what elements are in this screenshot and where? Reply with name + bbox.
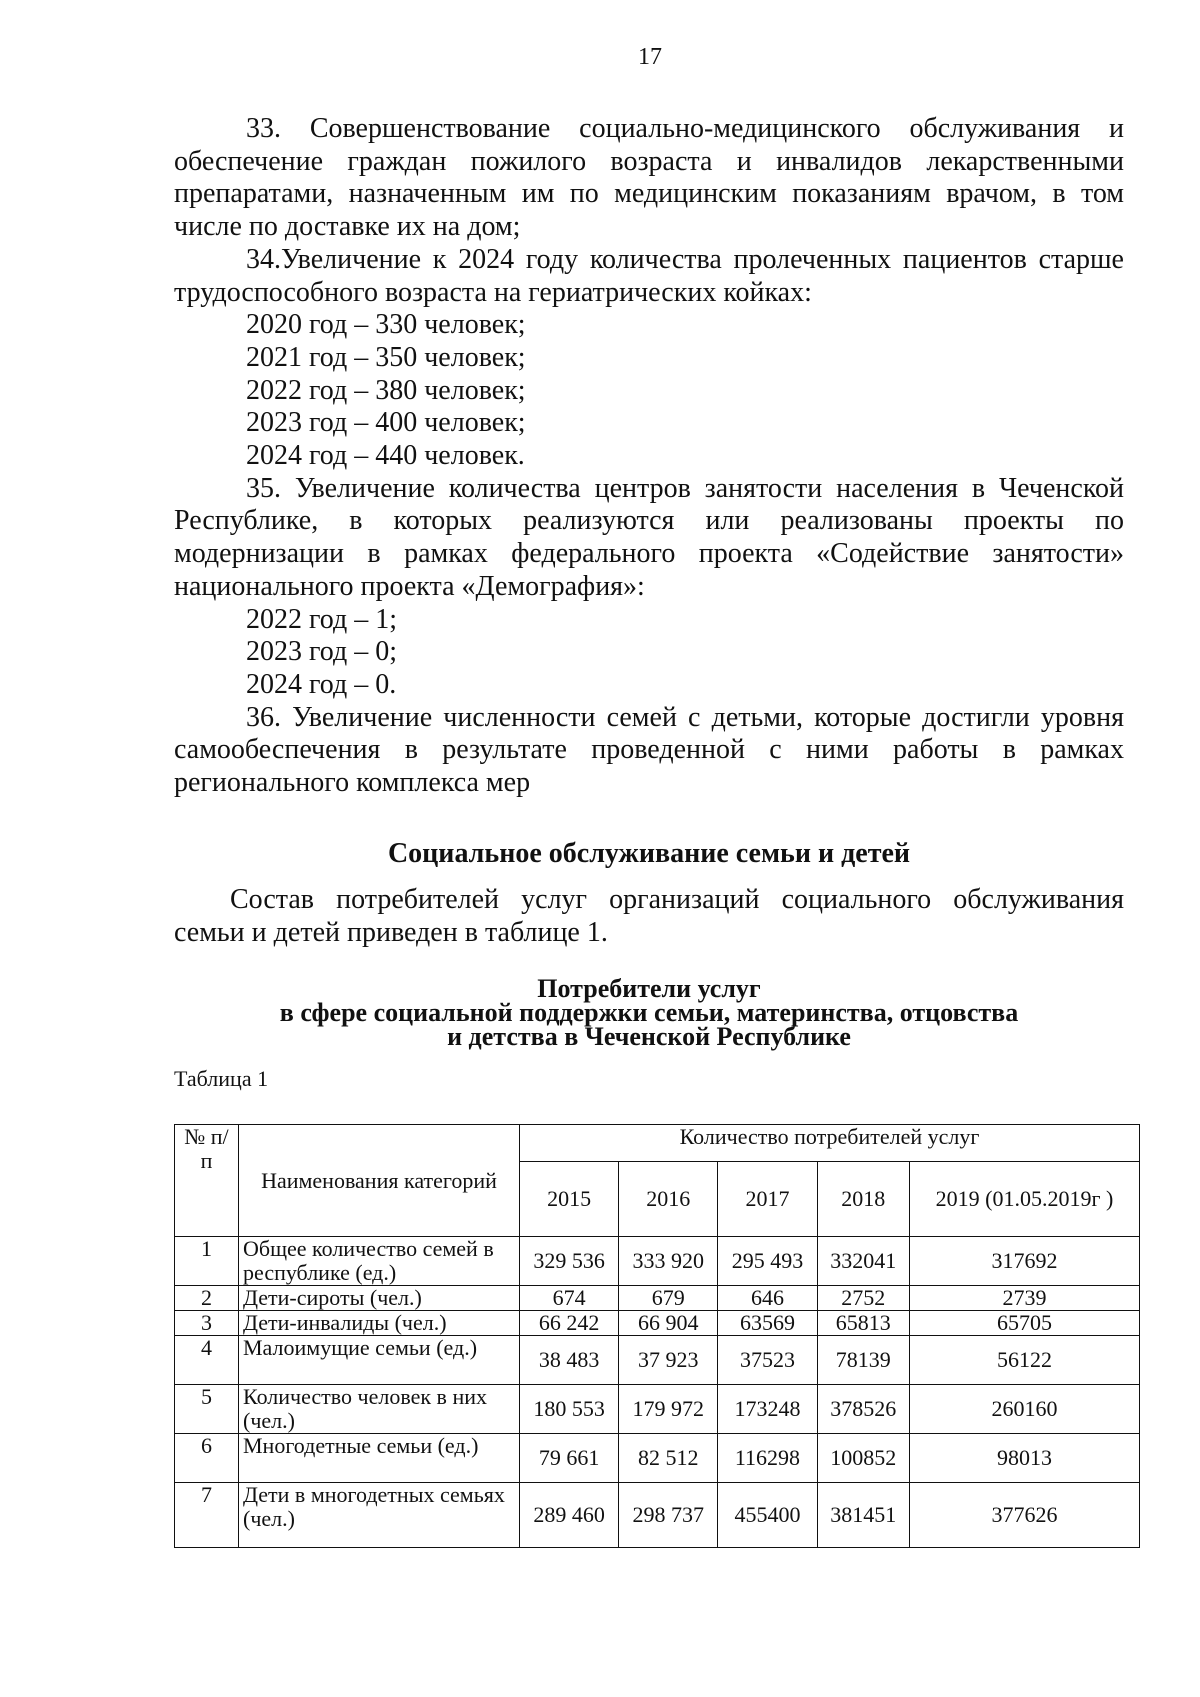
- row-value: 289 460: [520, 1483, 619, 1548]
- row-name: Количество человек в них (чел.): [239, 1385, 520, 1434]
- row-num: 1: [175, 1237, 239, 1286]
- header-num: № п/п: [175, 1125, 239, 1237]
- list-item: 2024 год – 440 человек.: [246, 440, 525, 472]
- row-value: 37523: [718, 1336, 817, 1385]
- header-year: 2015: [520, 1162, 619, 1237]
- row-num: 4: [175, 1336, 239, 1385]
- page-number: 17: [638, 44, 662, 70]
- row-value: 82 512: [619, 1434, 718, 1483]
- row-value: 378526: [817, 1385, 909, 1434]
- list-item: 2021 год – 350 человек;: [246, 341, 526, 373]
- row-value: 295 493: [718, 1237, 817, 1286]
- row-value: 78139: [817, 1336, 909, 1385]
- row-value: 674: [520, 1286, 619, 1311]
- row-name: Дети-инвалиды (чел.): [239, 1311, 520, 1336]
- row-value: 455400: [718, 1483, 817, 1548]
- table-row: [175, 1336, 1140, 1385]
- table-title: [174, 974, 1124, 1051]
- table-row: [175, 1286, 1140, 1311]
- header-year: 2019 (01.05.2019г ): [909, 1162, 1139, 1237]
- row-value: 65813: [817, 1311, 909, 1336]
- header-group: Количество потребителей услуг: [520, 1125, 1140, 1162]
- table-row: [175, 1311, 1140, 1336]
- row-value: 116298: [718, 1434, 817, 1483]
- list-item: 2022 год – 380 человек;: [246, 374, 526, 406]
- row-value: 180 553: [520, 1385, 619, 1434]
- row-name: Дети в многодетных семьях (чел.): [239, 1483, 520, 1548]
- row-value: 2752: [817, 1286, 909, 1311]
- row-num: 3: [175, 1311, 239, 1336]
- row-value: 332041: [817, 1237, 909, 1286]
- row-value: 173248: [718, 1385, 817, 1434]
- table-title-line: в сфере социальной поддержки семьи, материнства, отцовства: [279, 998, 1019, 1027]
- row-value: 56122: [909, 1336, 1139, 1385]
- row-value: 66 904: [619, 1311, 718, 1336]
- row-value: 377626: [909, 1483, 1139, 1548]
- header-year: 2016: [619, 1162, 718, 1237]
- table-label: Таблица 1: [174, 1066, 269, 1091]
- row-value: 381451: [817, 1483, 909, 1548]
- row-value: 66 242: [520, 1311, 619, 1336]
- intro-text: Состав потребителей услуг организаций социального обслуживания семьи и детей приведен в таблице 1.: [174, 884, 1124, 948]
- row-value: 679: [619, 1286, 718, 1311]
- table-row: [175, 1237, 1140, 1286]
- row-value: 317692: [909, 1237, 1139, 1286]
- paragraph-36: 36. Увеличение численности семей с детьми, которые достигли уровня самообеспечения в результате проведенной с ними работы в рамках регионального комплекса мер: [174, 701, 1124, 799]
- table-row: [175, 1385, 1140, 1434]
- section-heading: Социальное обслуживание семьи и детей: [387, 838, 911, 869]
- table-row: [175, 1483, 1140, 1548]
- header-year: 2018: [817, 1162, 909, 1237]
- row-value: 333 920: [619, 1237, 718, 1286]
- row-value: 179 972: [619, 1385, 718, 1434]
- row-num: 2: [175, 1286, 239, 1311]
- list-item: 2023 год – 0;: [246, 636, 398, 668]
- paragraph-35: 35. Увеличение количества центров занятости населения в Чеченской Республике, в которых реализуются или реализованы проекты по модернизации в рамках федерального проекта «Содействие занятости» национального проекта «Демография»:: [174, 472, 1124, 602]
- row-value: 38 483: [520, 1336, 619, 1385]
- intro: [174, 884, 1124, 949]
- table-row: [175, 1434, 1140, 1483]
- row-name: Малоимущие семьи (ед.): [239, 1336, 520, 1385]
- paragraph-34: 34.Увеличение к 2024 году количества пролеченных пациентов старше трудоспособного возраста на гериатрических койках:: [174, 243, 1124, 308]
- row-value: 63569: [718, 1311, 817, 1336]
- row-value: 100852: [817, 1434, 909, 1483]
- list-item: 2022 год – 1;: [246, 603, 398, 635]
- list-item: 2024 год – 0.: [246, 668, 397, 700]
- paragraph-33: 33. Совершенствование социально-медицинского обслуживания и обеспечение граждан пожилого возраста и инвалидов лекарственными препаратами, назначенным им по медицинским показаниям врачом, в том числе по доставке их на дом;: [174, 113, 1124, 243]
- row-name: Дети-сироты (чел.): [239, 1286, 520, 1311]
- row-value: 646: [718, 1286, 817, 1311]
- row-value: 329 536: [520, 1237, 619, 1286]
- list-item: 2023 год – 400 человек;: [246, 407, 526, 439]
- header-name: Наименования категорий: [239, 1125, 520, 1237]
- row-value: 260160: [909, 1385, 1139, 1434]
- row-value: 65705: [909, 1311, 1139, 1336]
- body-text: [174, 113, 1124, 800]
- row-name: Общее количество семей в республике (ед.): [239, 1237, 520, 1286]
- row-value: 2739: [909, 1286, 1139, 1311]
- row-num: 7: [175, 1483, 239, 1548]
- row-num: 5: [175, 1385, 239, 1434]
- row-name: Многодетные семьи (ед.): [239, 1434, 520, 1483]
- data-table: [174, 1124, 1140, 1548]
- table-title-line: Потребители услуг: [537, 974, 761, 1003]
- row-value: 98013: [909, 1434, 1139, 1483]
- list-item: 2020 год – 330 человек;: [246, 309, 526, 341]
- row-value: 37 923: [619, 1336, 718, 1385]
- row-value: 298 737: [619, 1483, 718, 1548]
- row-value: 79 661: [520, 1434, 619, 1483]
- header-year: 2017: [718, 1162, 817, 1237]
- table-title-line: и детства в Чеченской Республике: [447, 1022, 851, 1051]
- row-num: 6: [175, 1434, 239, 1483]
